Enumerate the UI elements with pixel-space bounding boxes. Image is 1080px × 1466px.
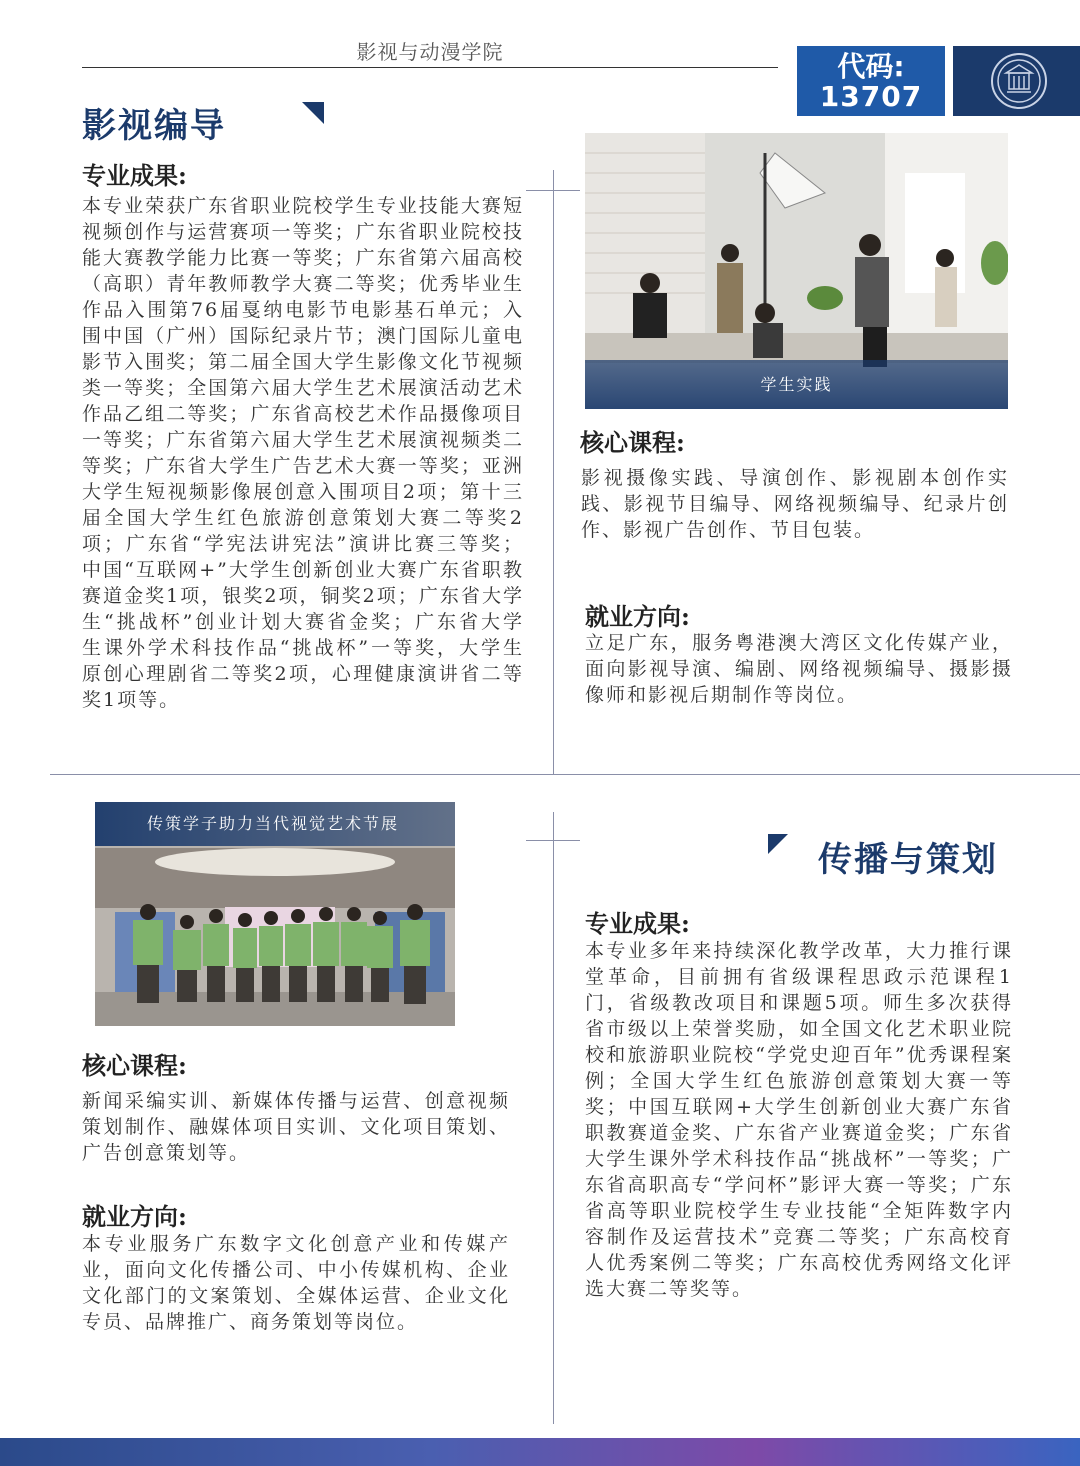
divider-tick-top bbox=[526, 190, 580, 191]
section1-achievements-text: 本专业荣获广东省职业院校学生专业技能大赛短视频创作与运营赛项一等奖；广东省职业院校技能大赛教学能力比赛一等奖；广东省第六届高校（高职）青年教师教学大赛二等奖；优秀毕业生作品入围第76届戛纳电影节电影基石单元；入围中国（广州）国际纪录片节；澳门国际儿童电影节入围奖；第二届全国大学生影像文化节视频类一等奖；全国第六届大学生艺术展演活动艺术作品乙组二等奖；广东省高校艺术作品摄像项目一等奖；广东省第六届大学生艺术展演视频类二等奖；广东省大学生广告艺术大赛一等奖；亚洲大学生短视频影像展创意入围项目2项；第十三届全国大学生红色旅游创意策划大赛二等奖2项；广东省“学宪法讲宪法”演讲比赛三等奖；中国“互联网+”大学生创新创业大赛广东省职教赛道金奖1项，银奖2项，铜奖2项；广东省大学生“挑战杯”创业计划大赛省金奖；广东省大学生课外学术科技作品“挑战杯”一等奖，大学生原创心理剧省二等奖2项，心理健康演讲省二等奖1项等。 bbox=[82, 195, 524, 711]
header-rule bbox=[82, 67, 778, 68]
section1-achievements-title: 专业成果: bbox=[82, 161, 187, 190]
section2-courses-text: 新闻采编实训、新媒体传播与运营、创意视频策划制作、融媒体项目实训、文化项目策划、广告创意策划等。 bbox=[82, 1090, 510, 1164]
exhibition-caption: 传策学子助力当代视觉艺术节展 bbox=[95, 802, 455, 846]
triangle-marker-icon bbox=[300, 100, 326, 126]
section1-title: 影视编导 bbox=[82, 106, 226, 146]
section1-courses-title: 核心课程: bbox=[580, 428, 685, 457]
footer-gradient-bar bbox=[0, 1438, 1080, 1466]
divider-vertical-top bbox=[553, 170, 554, 774]
program-code-box bbox=[797, 46, 945, 116]
section2-title: 传播与策划 bbox=[818, 840, 998, 880]
school-logo-box bbox=[953, 46, 1080, 116]
exhibition-group-photo bbox=[95, 802, 455, 1026]
student-practice-photo bbox=[585, 133, 1008, 409]
section2-achievements-title: 专业成果: bbox=[585, 909, 690, 938]
section1-jobs-text: 立足广东，服务粤港澳大湾区文化传媒产业，面向影视导演、编剧、网络视频编导、摄影摄像师和影视后期制作等岗位。 bbox=[585, 632, 1013, 706]
section1-jobs-title: 就业方向: bbox=[585, 602, 690, 631]
section2-jobs-title: 就业方向: bbox=[82, 1202, 187, 1231]
divider-horizontal-middle bbox=[50, 774, 1080, 775]
triangle-marker-icon bbox=[766, 832, 790, 856]
college-name: 影视与动漫学院 bbox=[356, 40, 504, 64]
code-value: 13707 bbox=[819, 80, 923, 113]
student-practice-caption: 学生实践 bbox=[585, 360, 1008, 409]
section2-courses-title: 核心课程: bbox=[82, 1051, 187, 1080]
divider-tick-bottom bbox=[526, 840, 580, 841]
code-label: 代码: bbox=[837, 50, 905, 83]
divider-vertical-bottom bbox=[553, 812, 554, 1424]
section2-achievements-text: 本专业多年来持续深化教学改革，大力推行课堂革命，目前拥有省级课程思政示范课程1门，省级教改项目和课题5项。师生多次获得省市级以上荣誉奖励，如全国文化艺术职业院校和旅游职业院校“学党史迎百年”优秀课程案例；全国大学生红色旅游创意策划大赛一等奖；中国互联网+大学生创新创业大赛广东省职教赛道金奖、广东省产业赛道金奖；广东省大学生课外学术科技作品“挑战杯”一等奖；广东省高职高专“学问杯”影评大赛一等奖；广东省高等职业院校学生专业技能“全矩阵数字内容制作及运营技术”竞赛二等奖；广东高校育人优秀案例二等奖；广东高校优秀网络文化评选大赛二等奖等。 bbox=[585, 940, 1013, 1300]
section1-courses-text: 影视摄像实践、导演创作、影视剧本创作实践、影视节目编导、网络视频编导、纪录片创作、影视广告创作、节目包装。 bbox=[581, 467, 1009, 541]
section2-jobs-text: 本专业服务广东数字文化创意产业和传媒产业，面向文化传播公司、中小传媒机构、企业文化部门的文案策划、全媒体运营、企业文化专员、品牌推广、商务策划等岗位。 bbox=[82, 1233, 510, 1333]
school-logo-icon bbox=[989, 51, 1049, 111]
